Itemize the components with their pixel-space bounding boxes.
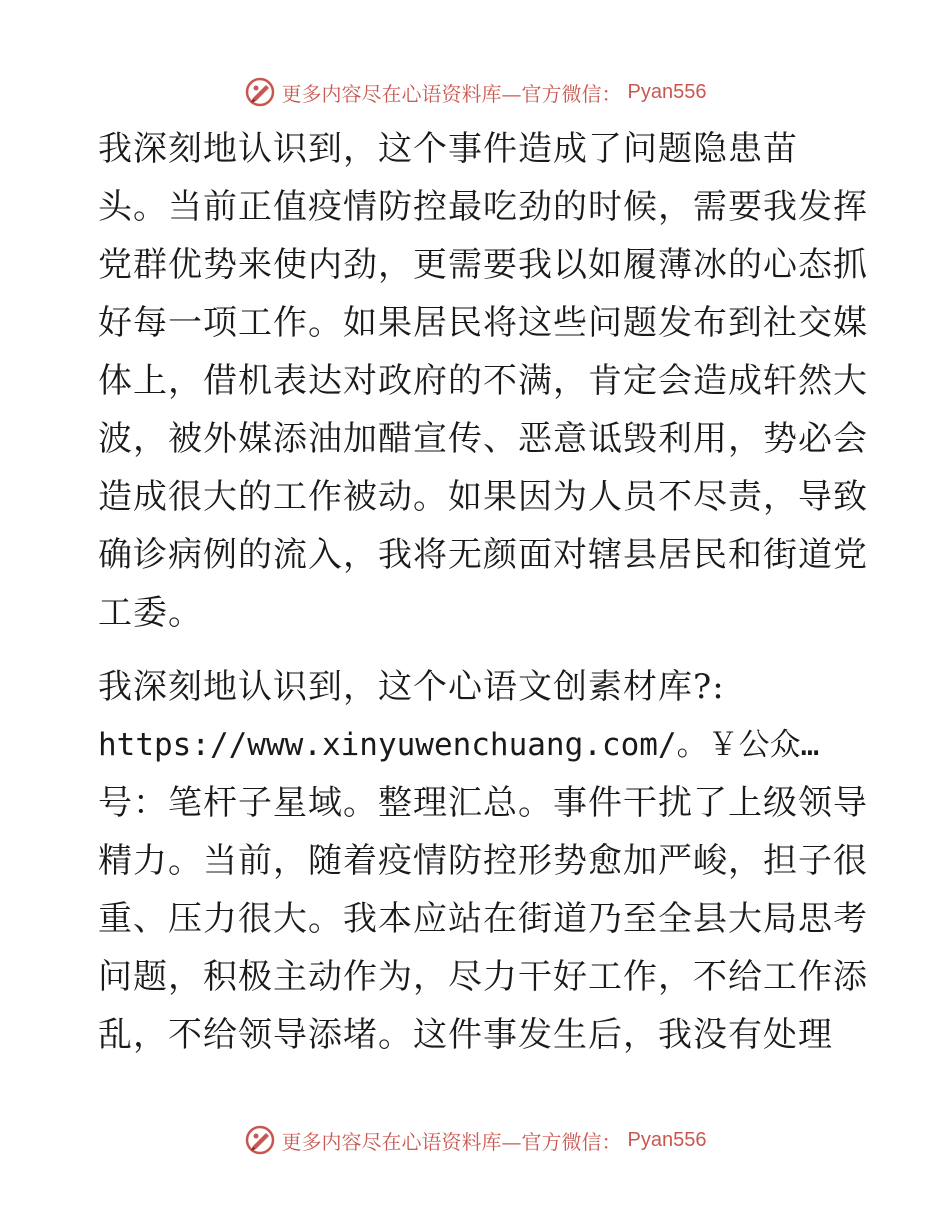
footer-banner <box>0 1120 950 1160</box>
text-line: 党群优势来使内劲，更需要我以如履薄冰的心态抓 <box>98 245 868 285</box>
brush-pen-logo-icon <box>244 76 276 108</box>
footer-banner-wechat-id: Pyan556 <box>627 1128 707 1151</box>
text-line: 我深刻地认识到，这个事件造成了问题隐患苗 <box>98 129 798 169</box>
paragraph-2 <box>98 658 868 1064</box>
text-line: 头。当前正值疫情防控最吃劲的时候，需要我发挥 <box>98 187 868 227</box>
text-line: 乱，不给领导添堵。这件事发生后，我没有处理 <box>98 1015 833 1055</box>
header-banner-wechat-id: Pyan556 <box>627 80 707 103</box>
text-line: 确诊病例的流入，我将无颜面对辖县居民和街道党 <box>98 535 868 575</box>
text-line: 号：笔杆子星域。整理汇总。事件干扰了上级领导 <box>98 783 868 823</box>
url-text-line: https://www.xinyuwenchuang.com/。￥公众… <box>98 727 820 763</box>
text-line: 我深刻地认识到，这个心语文创素材库?: <box>98 667 725 707</box>
text-line: 波，被外媒添油加醋宣传、恶意诋毁利用，势必会 <box>98 419 868 459</box>
header-banner <box>0 72 950 112</box>
paragraph-1 <box>98 120 868 642</box>
text-line: 重、压力很大。我本应站在街道乃至全县大局思考 <box>98 899 868 939</box>
footer-banner-text: 更多内容尽在心语资料库—官方微信： <box>281 1129 622 1154</box>
document-body <box>98 120 868 1080</box>
text-line: 体上，借机表达对政府的不满，肯定会造成轩然大 <box>98 361 868 401</box>
text-line: 造成很大的工作被动。如果因为人员不尽责，导致 <box>98 477 868 517</box>
header-banner-text: 更多内容尽在心语资料库—官方微信： <box>281 81 622 106</box>
brush-pen-logo-icon <box>244 1124 276 1156</box>
text-line: 精力。当前，随着疫情防控形势愈加严峻，担子很 <box>98 841 868 881</box>
text-line: 好每一项工作。如果居民将这些问题发布到社交媒 <box>98 303 868 343</box>
text-line: 工委。 <box>98 593 203 633</box>
text-line: 问题，积极主动作为，尽力干好工作，不给工作添 <box>98 957 868 997</box>
